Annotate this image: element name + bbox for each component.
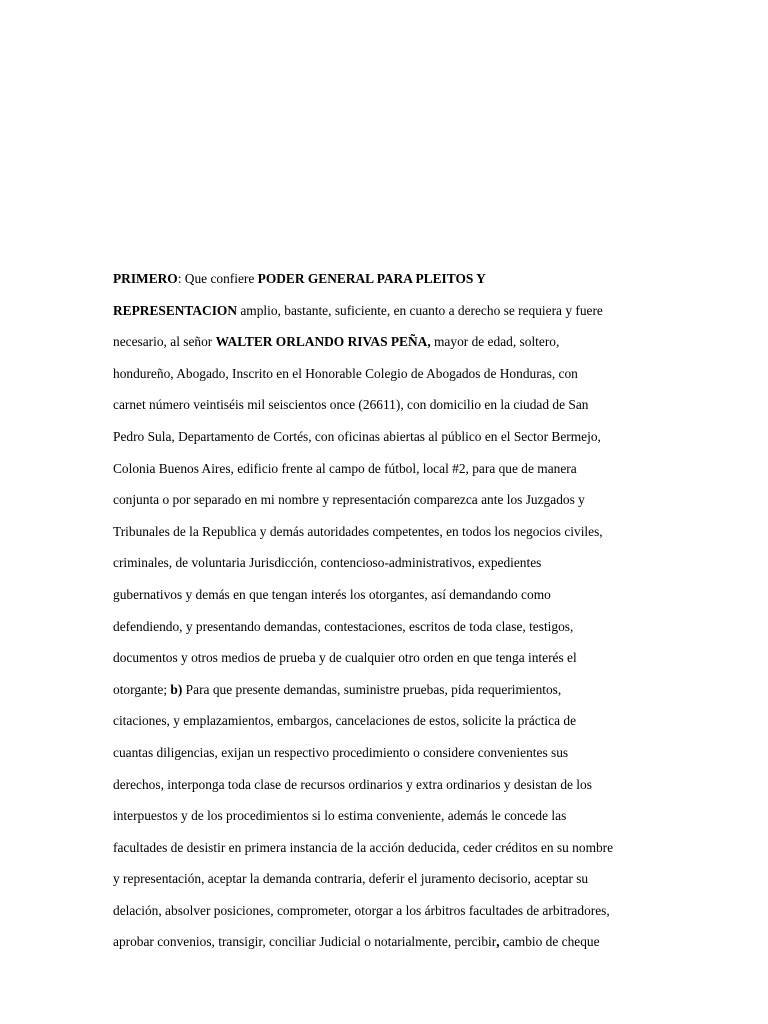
text-run: gubernativos y demás en que tengan interés los otorgantes, así demandando como xyxy=(113,586,551,602)
text-run: defendiendo, y presentando demandas, contestaciones, escritos de toda clase, testigos, xyxy=(113,618,574,634)
text-run: aprobar convenios, transigir, conciliar Judicial o notarialmente, percibir xyxy=(113,934,497,950)
text-run: facultades de desistir en primera instancia de la acción deducida, ceder créditos en su nombre xyxy=(113,839,614,855)
paragraph-line xyxy=(113,389,675,421)
text-run: mayor de edad, soltero, xyxy=(430,334,560,350)
text-run: interpuestos y de los procedimientos si lo estima conveniente, además le concede las xyxy=(113,808,567,824)
paragraph-line xyxy=(113,484,675,516)
paragraph-line xyxy=(113,642,675,674)
paragraph-line xyxy=(113,358,675,390)
paragraph-line xyxy=(113,674,675,706)
paragraph-line xyxy=(113,326,675,358)
text-run: Pedro Sula, Departamento de Cortés, con oficinas abiertas al público en el Sector Bermejo, xyxy=(113,428,601,444)
text-run: : Que confiere xyxy=(177,271,258,286)
text-run: conjunta o por separado en mi nombre y representación comparezca ante los Juzgados y xyxy=(113,492,585,508)
bold-text-run: PODER GENERAL PARA PLEITOS Y xyxy=(257,271,486,286)
text-run: necesario, al señor xyxy=(113,334,216,350)
bold-text-run: WALTER ORLANDO RIVAS PEÑA, xyxy=(215,334,431,350)
paragraph-line xyxy=(113,800,675,832)
paragraph-line xyxy=(113,579,675,611)
text-run: criminales, de voluntaria Jurisdicción, contencioso-administrativos, expedientes xyxy=(113,555,542,571)
text-run: derechos, interponga toda clase de recursos ordinarios y extra ordinarios y desistan de los xyxy=(113,776,592,792)
bold-text-run: REPRESENTACION xyxy=(113,302,238,318)
paragraph-line xyxy=(113,769,675,801)
paragraph-line xyxy=(113,832,675,864)
bold-text-run: , xyxy=(496,934,500,950)
text-run: y representación, aceptar la demanda contraria, deferir el juramento decisorio, aceptar su xyxy=(113,871,589,887)
paragraph-line xyxy=(113,263,675,295)
text-run: carnet número veintiséis mil seiscientos once (26611), con domicilio en la ciudad de San xyxy=(113,397,589,413)
text-run: amplio, bastante, suficiente, en cuanto a derecho se requiera y fuere xyxy=(237,302,603,318)
text-run: cambio de cheque xyxy=(499,934,600,950)
paragraph-line xyxy=(113,863,675,895)
text-run: cuantas diligencias, exijan un respectivo procedimiento o considere convenientes sus xyxy=(113,744,569,760)
paragraph-line xyxy=(113,421,675,453)
paragraph-line xyxy=(113,547,675,579)
paragraph-line xyxy=(113,705,675,737)
text-run: Para que presente demandas, suministre pruebas, pida requerimientos, xyxy=(182,681,562,697)
text-run: delación, absolver posiciones, comprometer, otorgar a los árbitros facultades de arbitradores, xyxy=(113,902,610,918)
text-run: citaciones, y emplazamientos, embargos, cancelaciones de estos, solicite la práctica de xyxy=(113,713,577,729)
paragraph-line xyxy=(113,453,675,485)
document-body xyxy=(113,263,675,958)
paragraph-line xyxy=(113,295,675,327)
text-run: Tribunales de la Republica y demás autoridades competentes, en todos los negocios civiles, xyxy=(113,523,603,539)
text-run: hondureño, Abogado, Inscrito en el Honorable Colegio de Abogados de Honduras, con xyxy=(113,365,578,381)
text-run: otorgante; xyxy=(113,681,171,697)
paragraph-line xyxy=(113,926,675,958)
paragraph-line xyxy=(113,611,675,643)
paragraph-line xyxy=(113,895,675,927)
text-run: documentos y otros medios de prueba y de cualquier otro orden en que tenga interés el xyxy=(113,650,577,666)
paragraph-line xyxy=(113,737,675,769)
paragraph-line xyxy=(113,516,675,548)
text-run: Colonia Buenos Aires, edificio frente al campo de fútbol, local #2, para que de manera xyxy=(113,460,577,476)
bold-text-run: PRIMERO xyxy=(113,271,178,286)
bold-text-run: b) xyxy=(170,681,183,697)
